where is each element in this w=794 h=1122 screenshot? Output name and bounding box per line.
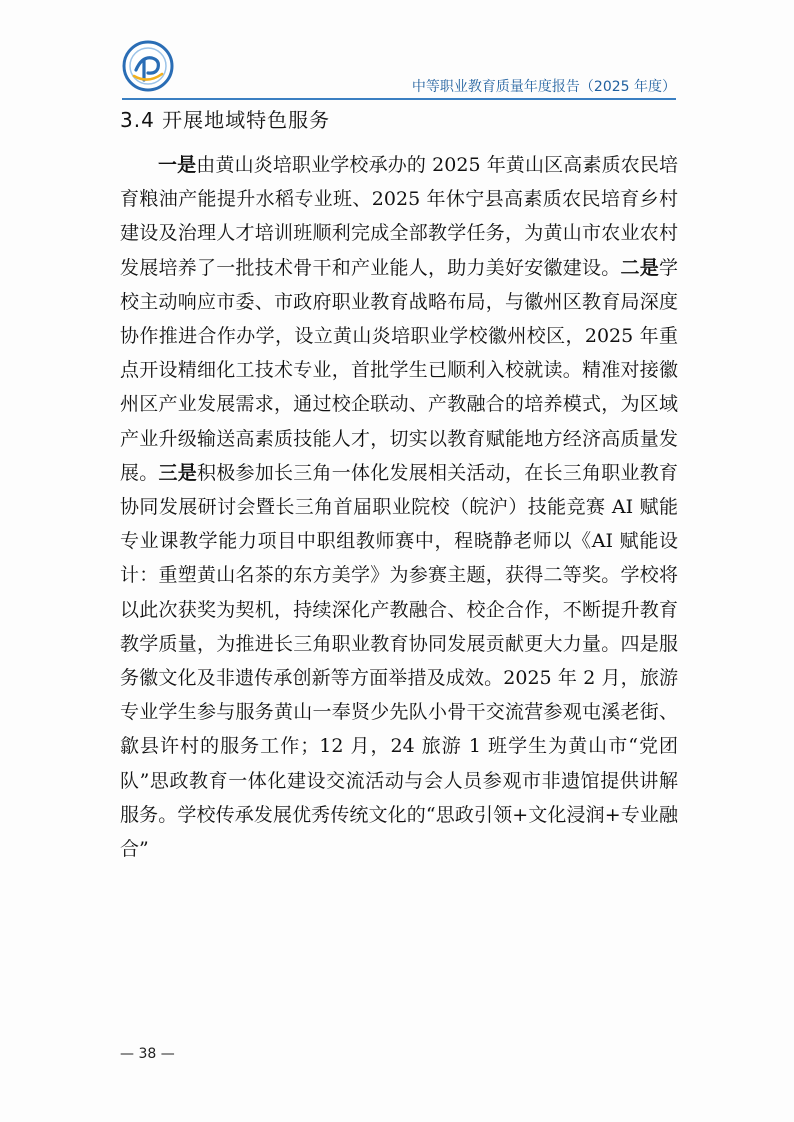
- header-divider: [122, 98, 676, 100]
- body-paragraph: [120, 148, 678, 866]
- section-heading: 3.4 开展地域特色服务: [120, 108, 331, 132]
- point-three-text: 积极参加长三角一体化发展相关活动，在长三角职业教育协同发展研讨会暨长三角首届职业院校（皖沪）技能竞赛 AI 赋能专业课教学能力项目中职组教师赛中，程晓静老师以《AI 赋能设计：重塑黄山名茶的东方美学》为参赛主题，获得二等奖。学校将以此次获奖为契机，持续深化产教融合、校企合作，不断提升教育教学质量，为推进长三角职业教育协同发展贡献更大力量。四是服务徽文化及非遗传承创新等方面举措及成效。2025 年 2 月，旅游专业学生参与服务黄山一奉贤少先队小骨干交流营参观屯溪老街、歙县许村的服务工作；12 月，24 旅游 1 班学生为黄山市“党团队”思政教育一体化建设交流活动与会人员参观市非遗馆提供讲解服务。学校传承发展优秀传统文化的“思政引领+文化浸润+专业融合”: [120, 461, 678, 861]
- point-one-label: 一是: [158, 154, 197, 176]
- school-emblem-icon: [122, 40, 174, 92]
- point-three-label: 三是: [158, 461, 197, 484]
- report-header-title: 中等职业教育质量年度报告（2025 年度）: [411, 79, 676, 95]
- point-two-text: 学校主动响应市委、市政府职业教育战略布局，与徽州区教育局深度协作推进合作办学，设立黄山炎培职业学校徽州校区，2025 年重点开设精细化工技术专业，首批学生已顺利入校就读。精准对接徽州区产业发展需求，通过校企联动、产教融合的培养模式，为区域产业升级输送高素质技能人才，切实以教育赋能地方经济高质量发展。: [120, 256, 678, 484]
- point-one-text: 由黄山炎培职业学校承办的 2025 年黄山区高素质农民培育粮油产能提升水稻专业班、2025 年休宁县高素质农民培育乡村建设及治理人才培训班顺利完成全部教学任务，为黄山市农业农村发展培养了一批技术骨干和产业能人，助力美好安徽建设。: [120, 154, 678, 279]
- page-number: — 38 —: [120, 1046, 175, 1062]
- point-two-label: 二是: [620, 256, 659, 279]
